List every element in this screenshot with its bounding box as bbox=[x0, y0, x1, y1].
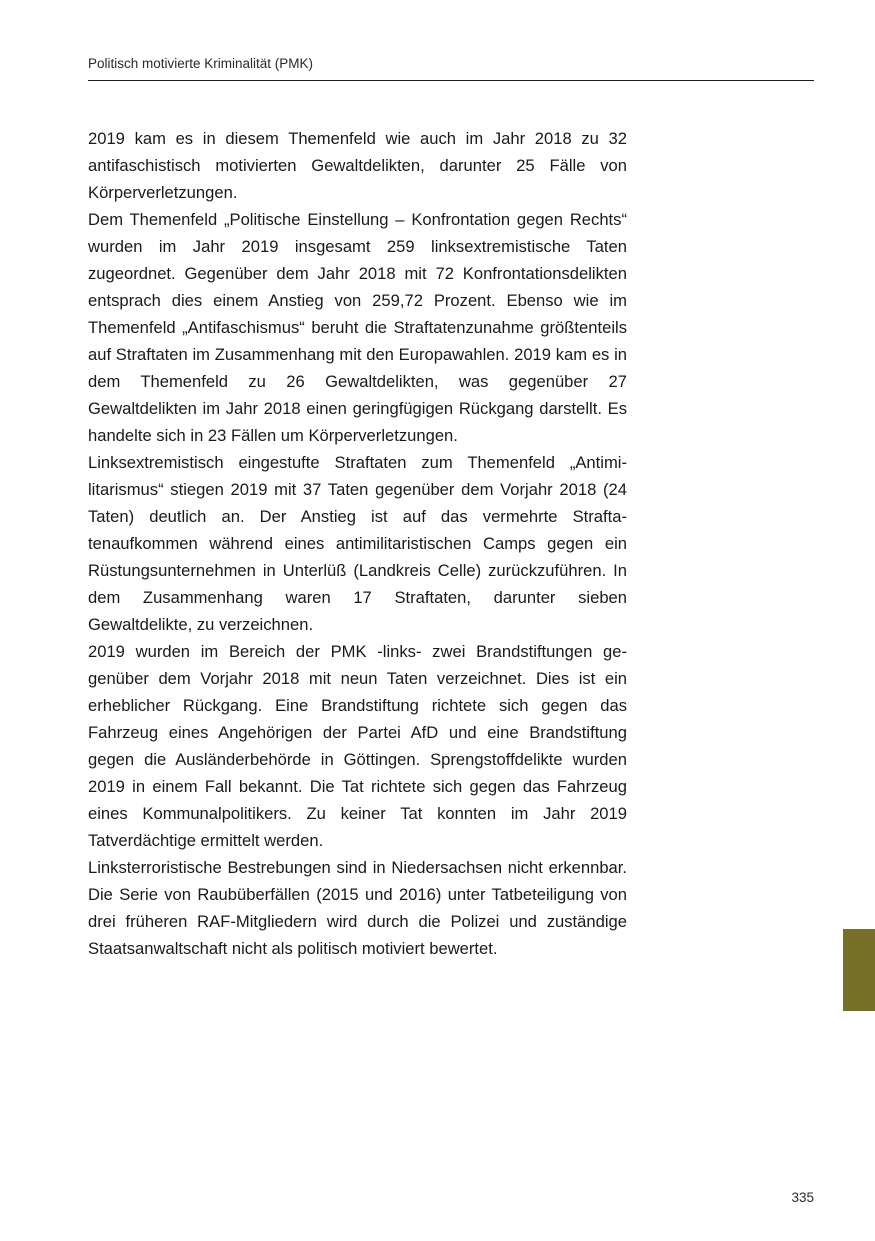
paragraph-antimilitarismus: Linksextremistisch eingestufte Straftaten zum Themenfeld „Antimilitarismus“ stiegen 2019 mit 37 Taten gegenüber dem Vorjahr 2018 (24 Taten) deutlich an. Der Anstieg ist auf das vermehrte Straftatenaufkommen während eines antimilitaristischen Camps gegen ein Rüstungsunternehmen in Unterlüß (Landkreis Celle) zurückzuführen. In dem Zusammenhang waren 17 Straftaten, darunter sieben Gewaltdelikte, zu verzeichnen. bbox=[88, 453, 627, 634]
running-header-title: Politisch motivierte Kriminalität (PMK) bbox=[88, 56, 314, 71]
chapter-side-tab bbox=[843, 929, 875, 1011]
paragraph-antifaschismus-gewaltdelikte: 2019 kam es in diesem Themenfeld wie auch im Jahr 2018 zu 32 antifaschistisch motivierten Gewaltdelikten, darunter 25 Fälle von Körperverletzungen. bbox=[88, 129, 627, 202]
paragraph-linksterrorismus: Linksterroristische Bestrebungen sind in Niedersachsen nicht erkennbar. Die Serie von Raubüberfällen (2015 und 2016) unter Tatbeteiligung von drei früheren RAF-Mitgliedern wird durch die Polizei und zuständige Staatsanwaltschaft nicht als politisch motiviert bewertet. bbox=[88, 858, 627, 958]
paragraph-konfrontation-gegen-rechts: Dem Themenfeld „Politische Einstellung – Konfrontation gegen Rechts“ wurden im Jahr 2019 insgesamt 259 linksextremistische Taten zugeordnet. Gegenüber dem Jahr 2018 mit 72 Konfrontationsdelikten entsprach dies einem Anstieg von 259,72 Prozent. Ebenso wie im Themenfeld „Antifaschismus“ beruht die Straftatenzunahme größtenteils auf Straftaten im Zusammenhang mit den Europawahlen. 2019 kam es in dem Themenfeld zu 26 Gewaltdelikten, was gegenüber 27 Gewaltdelikten im Jahr 2018 einen geringfügigen Rückgang darstellt. Es handelte sich in 23 Fällen um Körperverletzungen. bbox=[88, 210, 627, 445]
page-number: 335 bbox=[791, 1190, 814, 1205]
body-text bbox=[88, 125, 627, 962]
paragraph-brandstiftungen: 2019 wurden im Bereich der PMK -links- zwei Brandstiftungen gegenüber dem Vorjahr 2018 mit neun Taten verzeichnet. Dies ist ein erheblicher Rückgang. Eine Brandstiftung richtete sich gegen das Fahrzeug eines Angehörigen der Partei AfD und eine Brandstiftung gegen die Ausländerbehörde in Göttingen. Sprengstoffdelikte wurden 2019 in einem Fall bekannt. Die Tat richtete sich gegen das Fahrzeug eines Kommunalpolitikers. Zu keiner Tat konnten im Jahr 2019 Tatverdächtige ermittelt werden. bbox=[88, 642, 627, 850]
running-header bbox=[88, 56, 814, 81]
